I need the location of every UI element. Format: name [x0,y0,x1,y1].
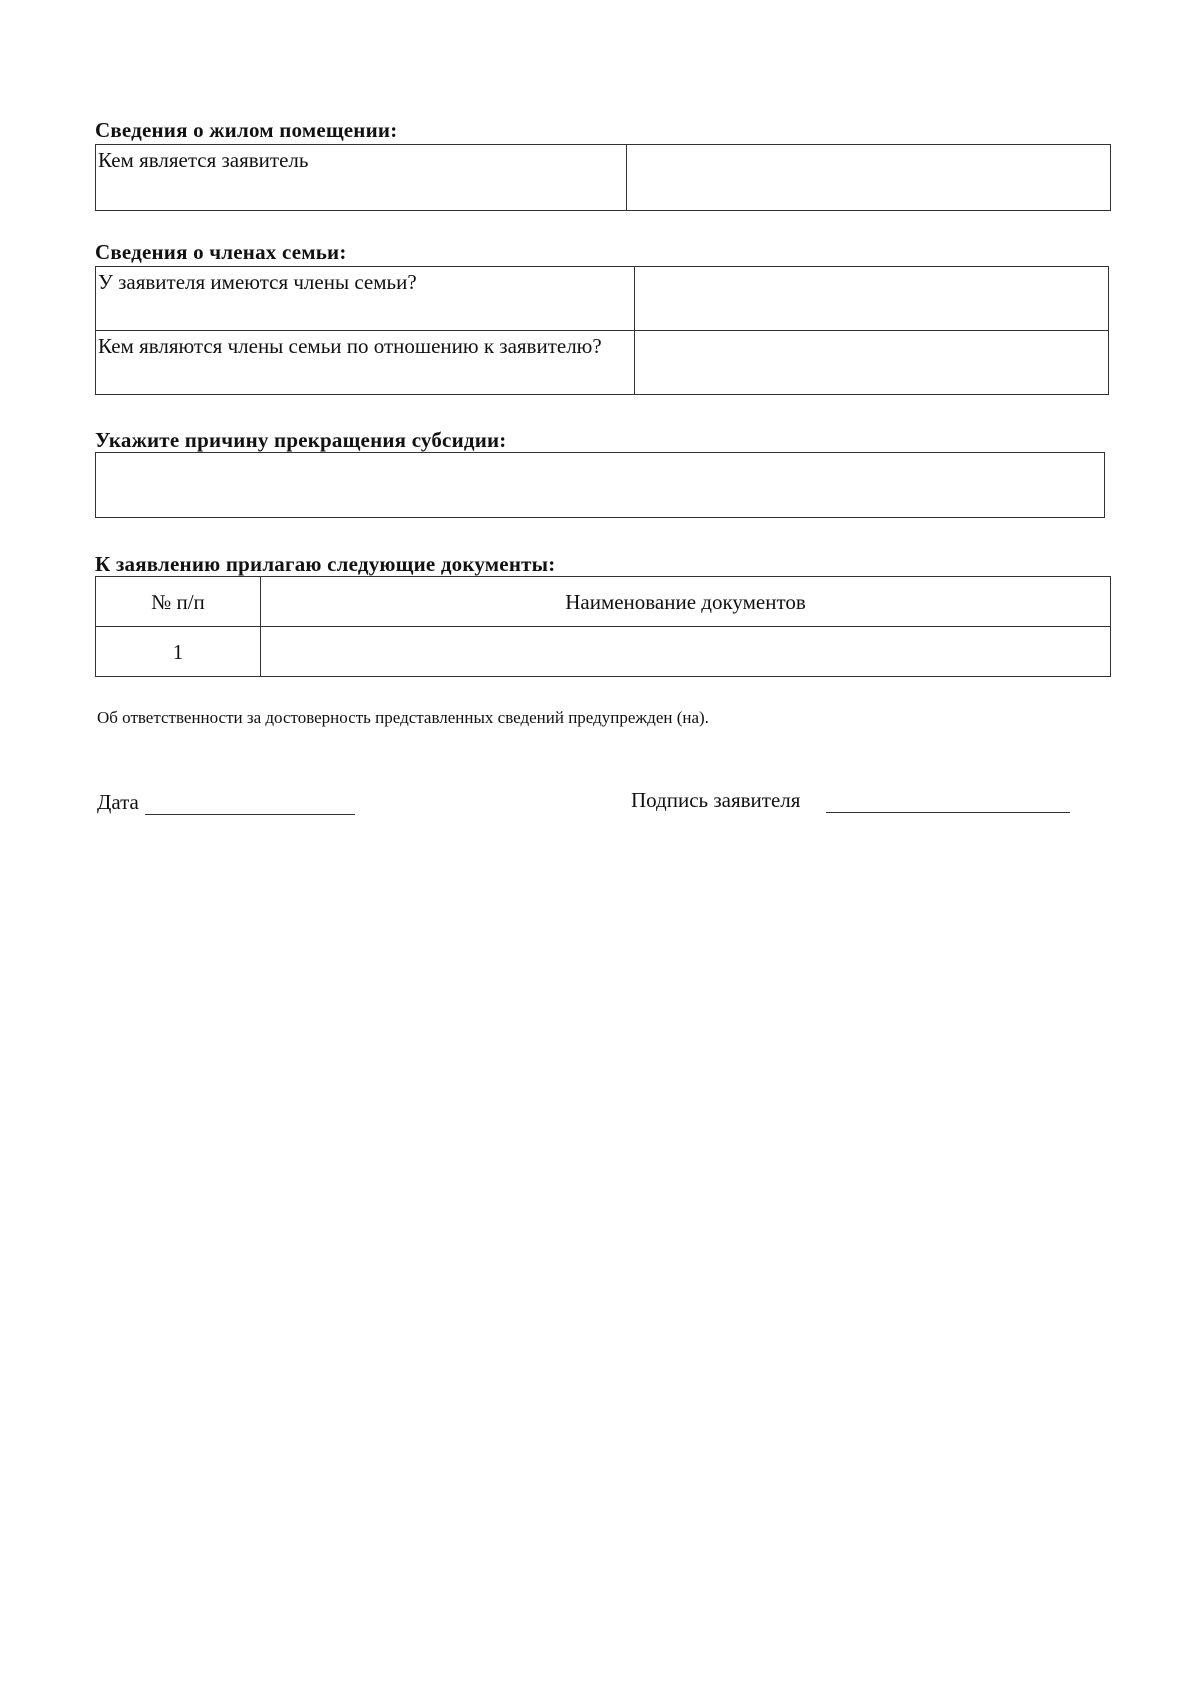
signature-line[interactable] [826,812,1070,813]
documents-header-name: Наименование документов [261,577,1111,627]
housing-section-title: Сведения о жилом помещении: [95,118,398,142]
family-row-value[interactable] [635,267,1109,331]
date-label: Дата [97,790,139,814]
documents-table [95,576,1111,677]
date-line[interactable] [145,814,355,815]
family-row-label: У заявителя имеются члены семьи? [96,267,635,331]
housing-row-value[interactable] [627,145,1111,211]
termination-section-title: Укажите причину прекращения субсидии: [95,428,507,452]
applicant-signature-label: Подпись заявителя [631,788,801,812]
family-table [95,266,1109,395]
termination-reason-field[interactable] [95,452,1105,518]
housing-table [95,144,1111,211]
documents-section-title: К заявлению прилагаю следующие документы: [95,552,556,576]
family-row-label: Кем являются члены семьи по отношению к заявителю? [96,331,635,395]
responsibility-note: Об ответственности за достоверность представленных сведений предупрежден (на). [97,708,709,727]
housing-row-label: Кем является заявитель [96,145,627,211]
family-section-title: Сведения о членах семьи: [95,240,347,264]
documents-row-num: 1 [96,627,261,677]
documents-row-name[interactable] [261,627,1111,677]
documents-header-num: № п/п [96,577,261,627]
family-row-value[interactable] [635,331,1109,395]
